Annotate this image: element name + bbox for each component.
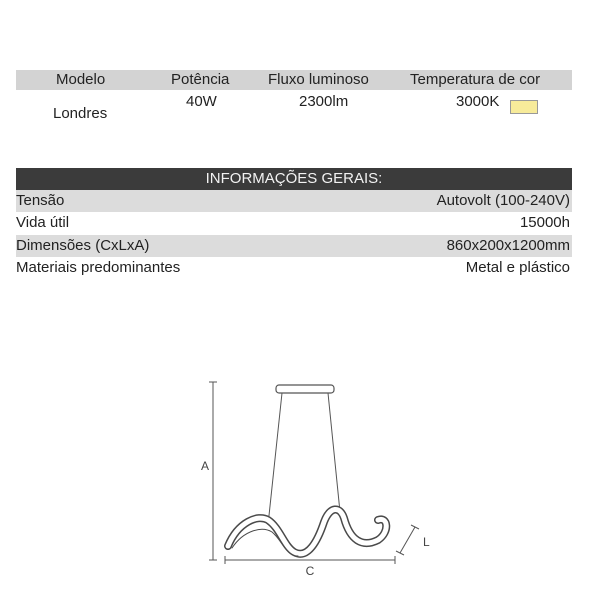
height-label: A [200, 459, 210, 473]
value-fluxo: 2300lm [299, 93, 349, 110]
height-dimension [209, 382, 217, 560]
wavy-led-body [228, 509, 386, 556]
info-label: Dimensões (CxLxA) [16, 237, 150, 254]
suspension-cable-right [328, 393, 340, 512]
value-temperatura: 3000K [456, 93, 500, 110]
info-value: Metal e plástico [465, 259, 570, 276]
header-fluxo: Fluxo luminoso [268, 71, 369, 88]
width-label: C [305, 564, 315, 578]
depth-label: L [423, 535, 430, 549]
info-label: Vida útil [16, 214, 70, 231]
general-info-title: INFORMAÇÕES GERAIS: [16, 168, 572, 190]
header-temperatura: Temperatura de cor [410, 71, 541, 88]
value-potencia: 40W [186, 93, 217, 110]
info-value: Autovolt (100-240V) [436, 192, 570, 209]
ceiling-canopy [276, 385, 334, 393]
header-modelo: Modelo [56, 71, 106, 88]
info-value: 15000h [519, 214, 570, 231]
info-value: 860x200x1200mm [446, 237, 570, 254]
suspension-cable-left [268, 393, 282, 525]
depth-dimension [396, 525, 419, 555]
header-potencia: Potência [171, 71, 230, 88]
width-dimension [225, 556, 395, 564]
info-label: Materiais predominantes [16, 259, 181, 276]
info-label: Tensão [16, 192, 65, 209]
value-modelo: Londres [53, 105, 108, 122]
